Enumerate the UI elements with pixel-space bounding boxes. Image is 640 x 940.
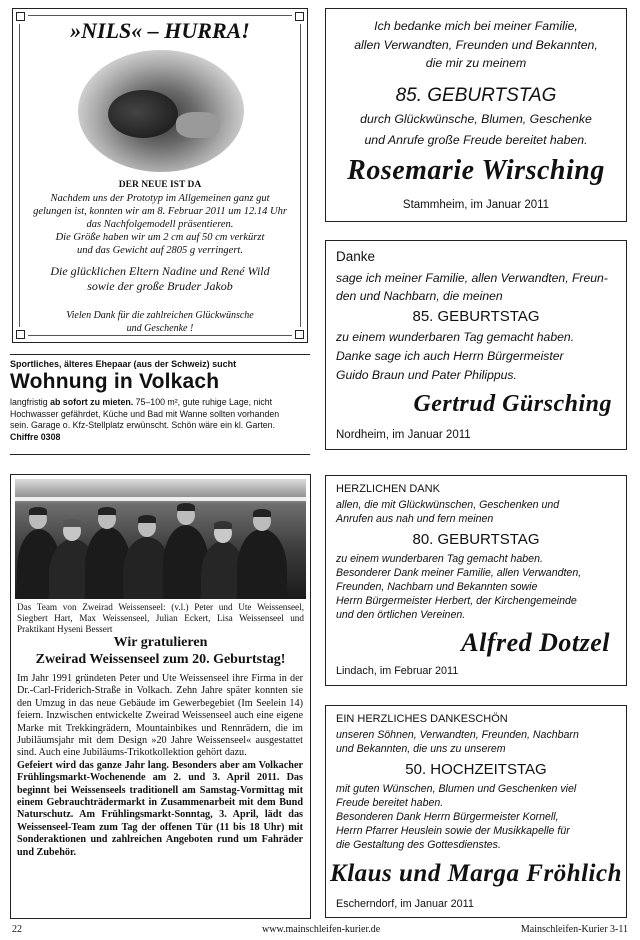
ad-chiffre: Chiffre 0308 bbox=[10, 431, 61, 442]
occasion: 85. GEBURTSTAG bbox=[395, 85, 557, 106]
thank-you-ad-wirsching: Ich bedanke mich bei meiner Familie, allen Verwandten, Freunden und Bekannten, die mir zu meinem 85. GEBURTSTAG durch Glückwünsche, Blumen, Geschenke und Anrufe große Freude bereitet haben. Rosemarie Wirsching Stammheim, im Januar 2011 bbox=[325, 8, 627, 222]
occasion: 85. GEBURTSTAG bbox=[412, 308, 540, 325]
announcement-body: Nachdem uns der Prototyp im Allgemeinen ganz gut gelungen ist, konnten wir am 8. Februar 2011 um 12.14 Uhr das Nachfolgemodell präsentieren. Die Größe haben wir um 2 cm auf 50 cm verkürzt und das Gewicht auf 2805 g verringert. bbox=[33, 193, 287, 256]
ad-heading: HERZLICHEN DANK bbox=[336, 483, 440, 495]
thank-you-ad-guersching: Danke sage ich meiner Familie, allen Verwandten, Freun- den und Nachbarn, die meinen 85. GEBURTSTAG zu einem wunderbaren Tag gemacht haben. Danke sage ich auch Herrn Bürgermeister Guido Braun und Pater Philippus. Gertrud Gürsching Nordheim, im Januar 2011 bbox=[325, 240, 627, 450]
ad-headline: Wohnung in Volkach bbox=[10, 370, 220, 393]
page-number: 22 bbox=[12, 924, 22, 935]
ad-heading: EIN HERZLICHES DANKESCHÖN bbox=[336, 713, 508, 725]
place-date: Nordheim, im Januar 2011 bbox=[336, 429, 471, 441]
occasion: 80. GEBURTSTAG bbox=[412, 531, 540, 548]
announcement-title: »NILS« – HURRA! bbox=[70, 18, 250, 43]
occasion: 50. HOCHZEITSTAG bbox=[405, 761, 547, 778]
signature: Alfred Dotzel bbox=[461, 628, 610, 657]
announcement-thanks: Vielen Dank für die zahlreichen Glückwünsche und Geschenke ! bbox=[66, 310, 254, 334]
team-photo bbox=[15, 479, 306, 599]
announcement-subhead: DER NEUE IST DA bbox=[118, 180, 202, 190]
signature: Gertrud Gürsching bbox=[413, 391, 612, 417]
footer-url: www.mainschleifen-kurier.de bbox=[262, 924, 381, 935]
signature: Rosemarie Wirsching bbox=[347, 155, 605, 186]
place-date: Escherndorf, im Januar 2011 bbox=[336, 898, 474, 910]
zweirad-article bbox=[10, 474, 311, 919]
corner-ornament bbox=[292, 327, 308, 343]
footer-issue: Mainschleifen-Kurier 3-11 bbox=[520, 924, 628, 935]
birth-announcement bbox=[12, 8, 308, 343]
article-subheadline: Zweirad Weissenseel zum 20. Geburtstag! bbox=[35, 652, 286, 667]
thank-you-ad-froehlich: EIN HERZLICHES DANKESCHÖN unseren Söhnen, Verwandten, Freunden, Nachbarn und Bekannten, die uns zu unserem 50. HOCHZEITSTAG mit guten Wünschen, Blumen und Geschenken viel Freude bereitet haben. Besonderen Dank Herrn Bürgermeister Kornell, Herrn Pfarrer Heuslein sowie der Musikkapelle für die Gestaltung des Gottesdienstes. Klaus und Marga Fröhlich Escherndorf, im Januar 2011 bbox=[325, 705, 627, 918]
photo-caption: Das Team von Zweirad Weissenseel: (v.l.) Peter und Ute Weissenseel, Siegbert Hart, Max Weissenseel, Julian Eckert, Lisa Weissenseel und Praktikant Hyseni Bessert bbox=[17, 602, 304, 634]
ad-body: langfristig ab sofort zu mieten. 75–100 m², gute ruhige Lage, nicht Hochwasser gefährdet, Küche und Bad mit Wanne sollten vorhanden sein. Garage o. Kfz-Stellplatz erwünscht. Schön wäre ein kl. Garten. Chiffre 0308 bbox=[10, 397, 310, 443]
article-body: Im Jahr 1991 gründeten Peter und Ute Weissenseel ihre Firma in der Dr.-Carl-Friderich-Straße in Volkach. Zehn Jahre später konnten sie den Umzug in das neue Gebäude im Gewerbegebiet (Im Seelein 14) feiern. Inzwischen entwickelte Zweirad Weissenseel auch eine eigene Marke mit Trekkingrädern, Mountainbikes und Rennrädern, die im Jubiläumsjahr mit dem Design »20 Jahre Weissenseel« ausgestattet sind. Auch eine Jubiläums-Trikotkollektion gehört dazu. Gefeiert wird das ganze Jahr lang. Besonders aber am Volkacher Frühlingsmarkt-Wochenende am 2. und 3. April 2011. Das beginnt bei Weissenseels traditionell am Samstag-Vormittag mit einem Gebrauchträdermarkt in Zusammenarbeit mit dem Bund Naturschutz. Am Frühlingsmarkt-Sonntag, 3. April, lädt das Weissenseel-Team zum Tag der offenen Tür (11 bis 18 Uhr) mit Sonderaktionen und zahlreichen Angeboten rund um Fahräder und Zubehör. bbox=[17, 673, 303, 858]
place-date: Lindach, im Februar 2011 bbox=[336, 665, 459, 677]
danke-heading: Danke bbox=[336, 249, 376, 264]
ad-kicker: Sportliches, älteres Ehepaar (aus der Schweiz) sucht bbox=[10, 359, 237, 369]
signature: Klaus und Marga Fröhlich bbox=[330, 860, 622, 887]
announcement-parents: Die glücklichen Eltern Nadine und René Wild sowie der große Bruder Jakob bbox=[50, 264, 270, 293]
article-headline: Wir gratulieren bbox=[113, 635, 208, 650]
baby-photo bbox=[78, 50, 244, 172]
place-date: Stammheim, im Januar 2011 bbox=[402, 199, 550, 211]
thank-you-ad-dotzel: HERZLICHEN DANK allen, die mit Glückwünschen, Geschenken und Anrufen aus nah und fern meinen 80. GEBURTSTAG zu einem wunderbaren Tag gemacht haben. Besonderer Dank meiner Familie, allen Verwandten, Freunden, Nachbarn und Bekannten sowie Herrn Bürgermeister Herbert, der Kirchengemeinde und den örtlichen Vereinen. Alfred Dotzel Lindach, im Februar 2011 bbox=[325, 475, 627, 686]
